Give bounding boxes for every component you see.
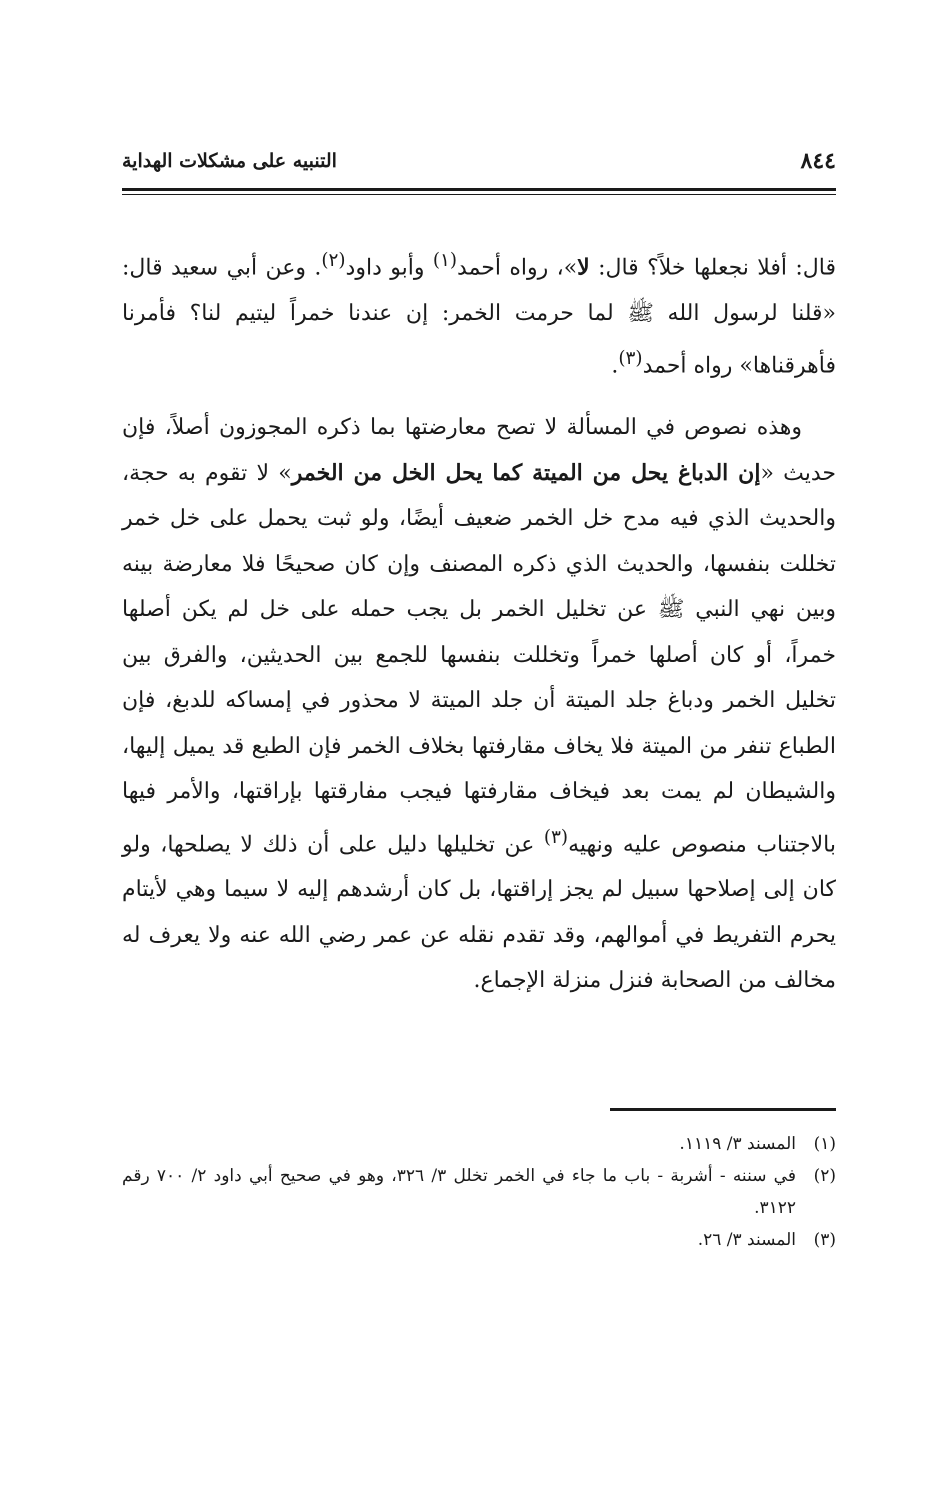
footnote-ref: (١) <box>432 250 458 271</box>
bold-hadith-quote: إن الدباغ يحل من الميتة كما يحل الخل من الخمر <box>291 459 761 486</box>
running-header <box>122 140 836 186</box>
footnote-number: (٣) <box>813 1230 836 1250</box>
footnote-text: في سننه - أشربة - باب ما جاء في الخمر تخلل ٣/ ٣٢٦، وهو في صحيح أبي داود ٢/ ٧٠٠ رقم ٣١٢٢. <box>122 1166 796 1218</box>
text-run: . <box>611 353 619 379</box>
footnote-text: المسند ٣/ ١١١٩. <box>679 1134 796 1154</box>
footnote-ref: (٣) <box>543 826 569 848</box>
footnote-3 <box>122 1224 836 1256</box>
paragraph-1 <box>122 238 836 389</box>
text-run: وهذه نصوص في المسألة لا تصح معارضتها بما ذكره المجوزون أصلاً، فإن حديث « <box>122 415 837 486</box>
text-run: عن تخليلها دليل على أن ذلك لا يصلحها، ولو كان إلى إصلاحها سبيل لم يجز إراقتها، بل كان أرشدهم إليه لا سيما وهي لأيتام يحرم التفريط في أموالهم، وقد تقدم نقله عن عمر رضي الله عنه ولا يعرف له مخالف من الصحابة فنزل منزلة الإجماع. <box>122 831 836 994</box>
footnote-number: (١) <box>813 1134 836 1154</box>
footnote-number: (٢) <box>813 1166 836 1186</box>
book-title: التنبيه على مشكلات الهداية <box>122 150 337 172</box>
text-run: » لا تقوم به حجة، والحديث الذي فيه مدح خل الخمر ضعيف أيضًا، ولو ثبت يحمل على خل خمر تخللت بنفسها، والحديث الذي ذكره المصنف وإن كان صحيحًا فلا معارضة بينه وبين نهي النبي ﷺ عن تخليل الخمر بل يجب حمله على خل لم يكن أصلها خمراً، أو كان أصلها خمراً وتخللت بنفسها للجمع بين الحديثين، والفرق بين تخليل الخمر ودباغ جلد الميتة أن جلد الميتة لا محذور في إمساكه للدبغ، فإن الطباع تنفر من الميتة فلا يخاف مقارفتها بخلاف الخمر فإن الطبع قد يميل إليها، والشيطان لم يمت بعد فيخاف مقارفتها فيجب مفارقتها بإراقتها، والأمر فيها بالاجتناب منصوص عليه ونهيه <box>122 460 836 857</box>
text-run: وأبو داود <box>345 255 433 281</box>
footnote-1 <box>122 1128 836 1160</box>
page-number: ٨٤٤ <box>800 148 836 174</box>
footnote-2 <box>122 1160 836 1224</box>
paragraph-2 <box>122 405 836 1004</box>
text-run: »، رواه أحمد <box>457 255 578 281</box>
text-run: قال: أفلا نجعلها خلاً؟ قال: <box>589 255 836 281</box>
footnote-ref: (٢) <box>321 250 346 271</box>
footnote-ref: (٣) <box>618 348 643 370</box>
main-text <box>122 238 836 1004</box>
bold-text: لا <box>577 254 590 281</box>
footnotes <box>122 1128 836 1256</box>
header-rule-thick <box>122 188 836 191</box>
footnote-text: المسند ٣/ ٢٦. <box>697 1230 796 1250</box>
header-rule-thin <box>122 194 836 195</box>
footnote-separator <box>610 1108 836 1111</box>
book-page <box>122 140 836 1340</box>
text-run: . وعن أبي سعيد قال: «قلنا لرسول الله ﷺ لما حرمت الخمر: إن عندنا خمراً ليتيم لنا؟ فأمرنا فأهرقناها» رواه أحمد <box>122 255 836 379</box>
